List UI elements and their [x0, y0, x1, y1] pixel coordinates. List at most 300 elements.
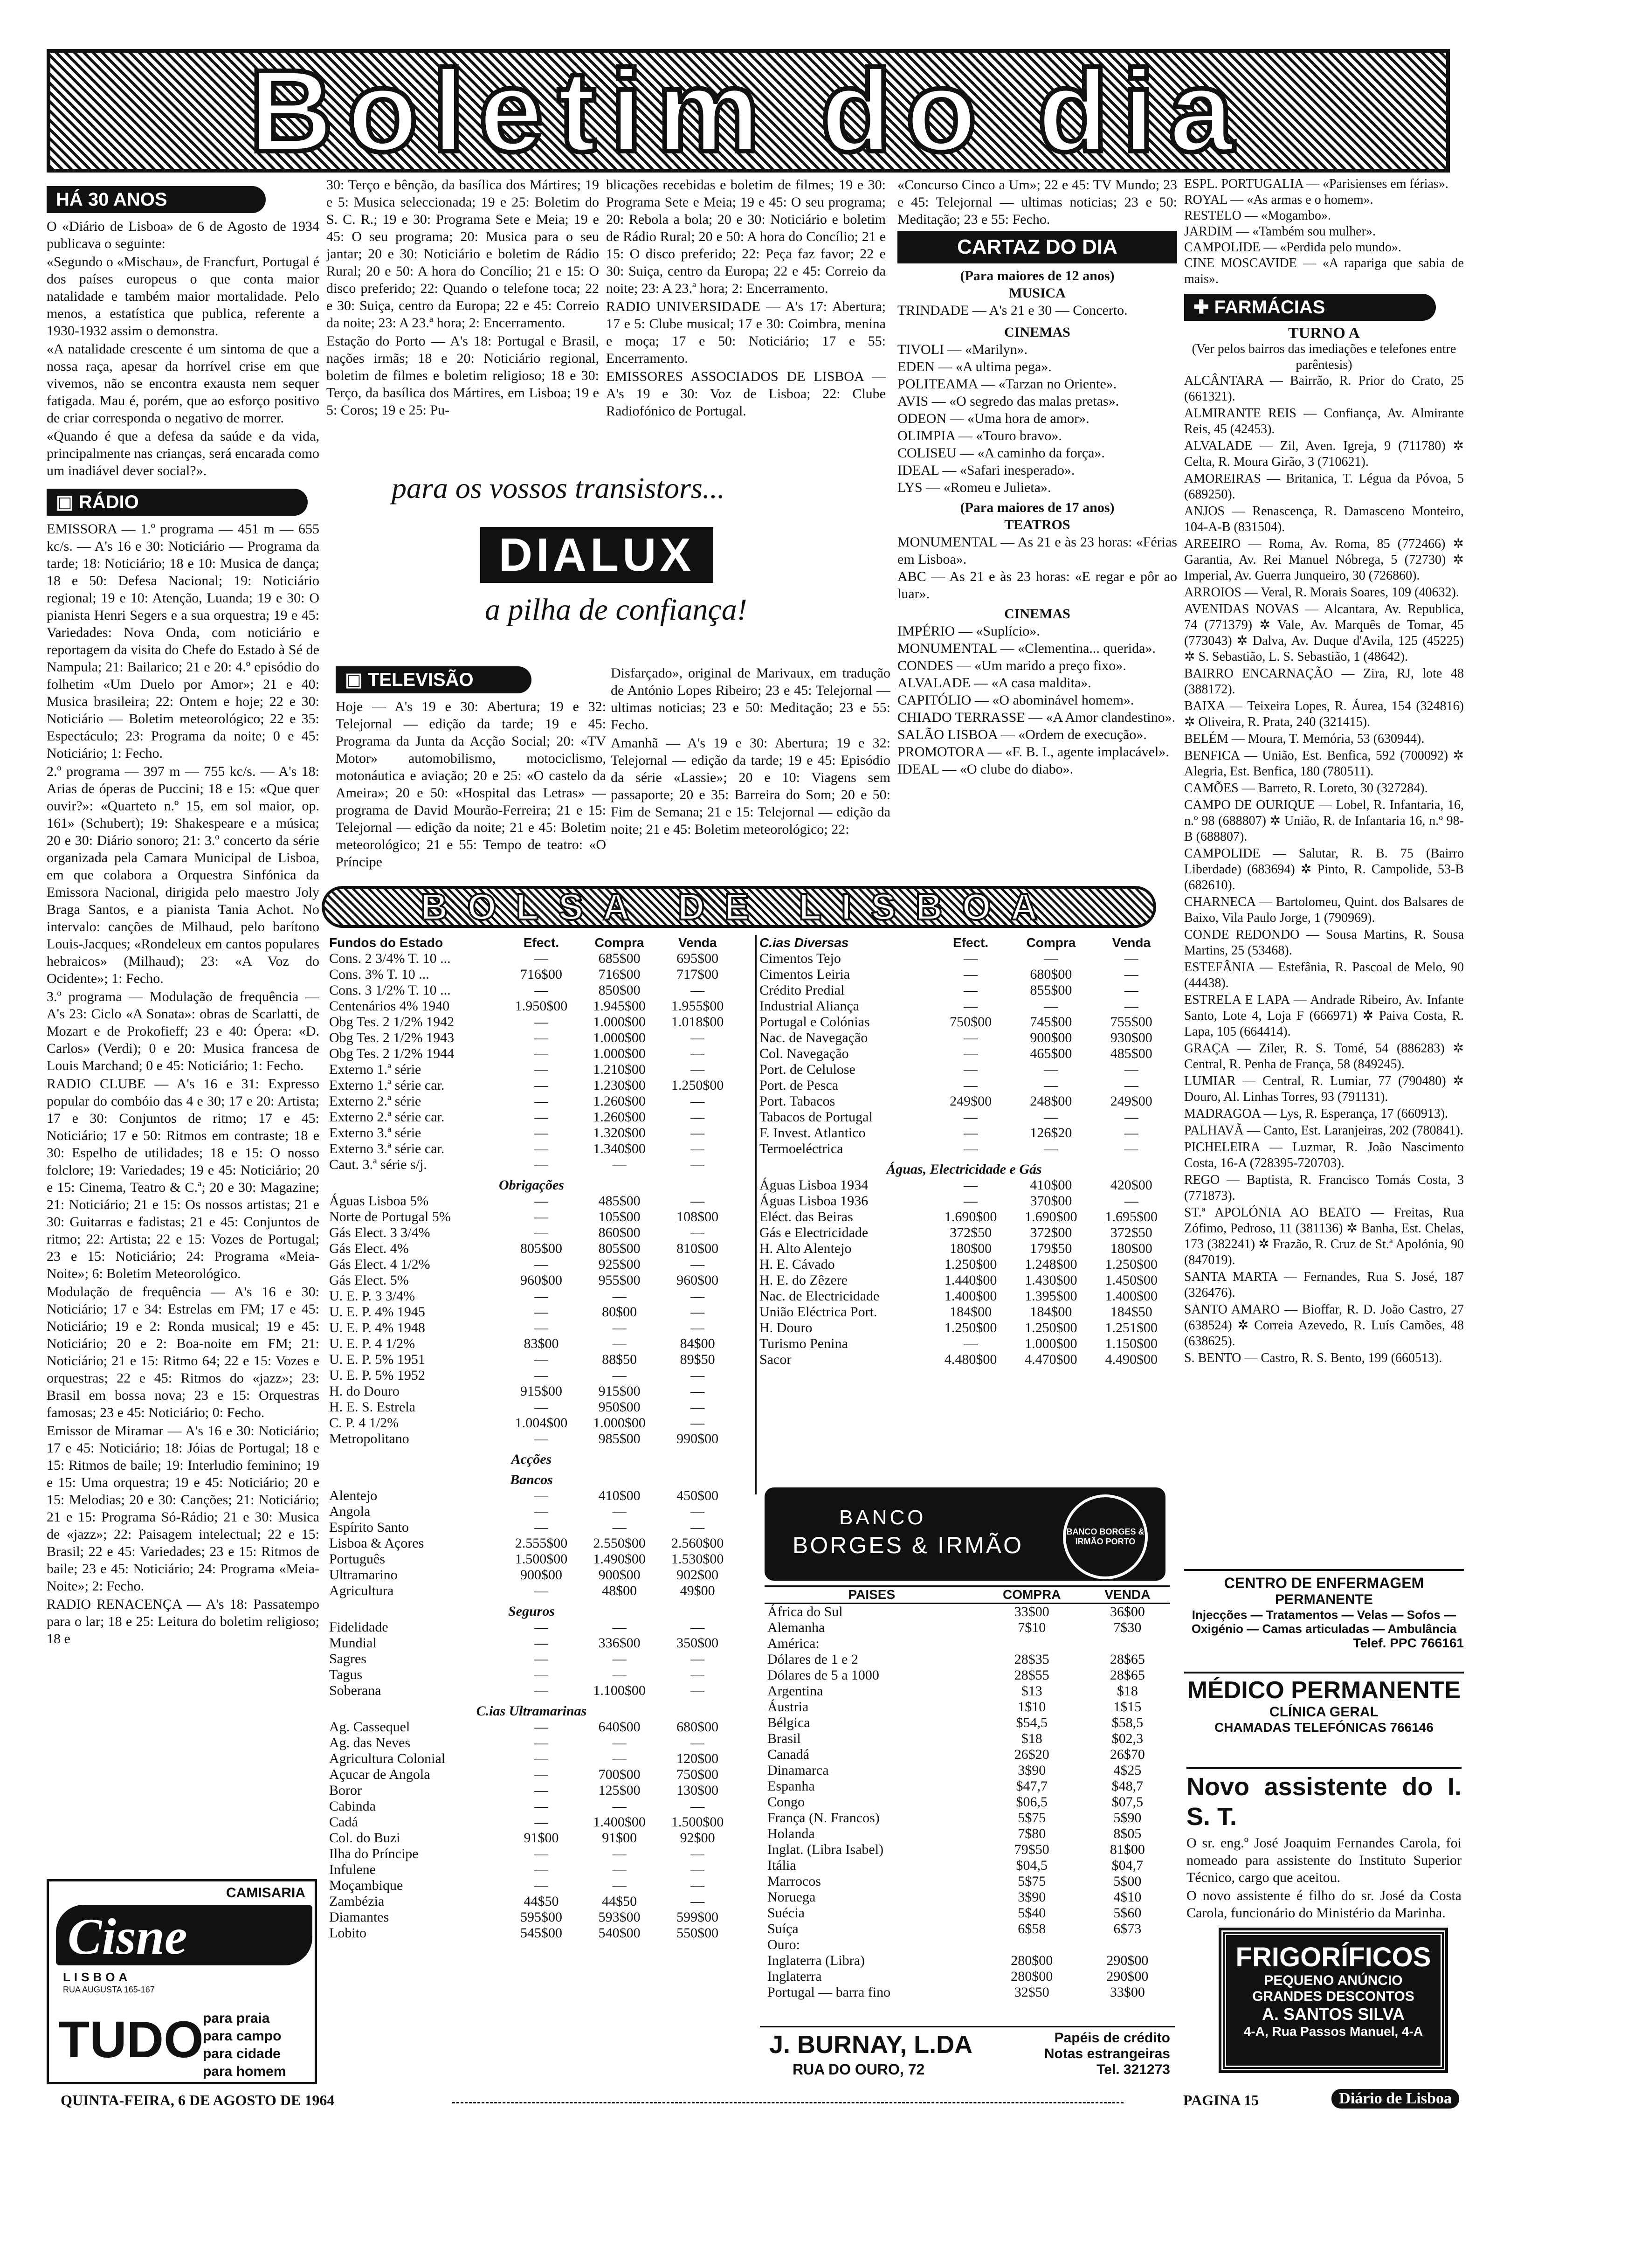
row-value: 850$00: [598, 982, 641, 998]
row-label: Dólares de 5 a 1000: [767, 1667, 879, 1683]
farmacia-item: ESTEFÂNIA — Estefânia, R. Pascoal de Melo, 90 (44438).: [1184, 960, 1464, 990]
row-value: 2.550$00: [593, 1535, 646, 1551]
row-value: —: [1044, 1141, 1058, 1156]
row-value: 960$00: [676, 1272, 719, 1288]
row-value: 33$00: [1014, 1604, 1049, 1619]
row-value: 955$00: [598, 1272, 641, 1288]
table-row: [765, 1778, 1170, 1794]
row-value: 6$58: [1018, 1921, 1046, 1936]
cisne-ad: [47, 1879, 317, 2084]
farmacia-item: ALMIRANTE REIS — Confiança, Av. Almirante Reis, 45 (42453).: [1184, 406, 1464, 436]
row-value: —: [612, 1878, 627, 1893]
table-row: [765, 1652, 1170, 1667]
table-row: [326, 1383, 737, 1399]
frigorificos-line: PEQUENO ANÚNCIO: [1264, 1973, 1403, 1988]
row-value: —: [690, 1667, 705, 1682]
table-row: [326, 1751, 737, 1767]
row-value: —: [964, 1336, 978, 1351]
cambios-table: [765, 1585, 1170, 2000]
row-value: 930$00: [1110, 1030, 1152, 1045]
row-label: U. E. P. 4% 1945: [329, 1304, 425, 1320]
row-value: 1.250$00: [944, 1320, 997, 1335]
row-label: Bélgica: [767, 1715, 810, 1730]
table-row: [326, 1925, 737, 1941]
cartaz-line: IMPÉRIO — «Suplício».: [897, 623, 1040, 639]
cartaz-section-title: TEATROS: [1004, 517, 1070, 532]
table-section-title: C.ias Ultramarinas: [476, 1703, 587, 1719]
row-value: 32$50: [1014, 1984, 1049, 2000]
masthead-title: Boletim do dia: [248, 45, 1248, 176]
row-value: —: [690, 1109, 705, 1125]
enfermagem-subtitle: PERMANENTE: [1275, 1592, 1373, 1607]
farmacia-item: ARROIOS — Veral, R. Morais Soares, 109 (40632).: [1184, 585, 1459, 600]
row-value: —: [690, 1157, 705, 1172]
cisne-tag: para homem: [203, 2064, 286, 2079]
row-label: Portugal — barra fino: [767, 1984, 891, 2000]
row-value: —: [690, 1862, 705, 1877]
radio-paragraph: RADIO RENACENÇA — A's 18: Passatempo para o lar; 18 e 25: Leitura do boletim religioso; 18 e: [47, 1597, 319, 1646]
row-value: 1.000$00: [593, 1415, 646, 1431]
radio-paragraph: Modulação de frequência — A's 16 e 30: Noticiário; 17 e 34: Estrelas em FM; 17 e 45: Noticiário; 19 e 2: Ronda musical; 19 e 45: Noticiário; 20 e 2: Boa-noite em FM; 21: Noticiário; 21 e 15: Ritmo 64; 22 e 15: Vozes e orquestras; 22 e 45: Ritmos do «jazz»; 23: Brasil em bossa nova; 23 e 15: Orquestras famosas; 23 e 45: Noticiário; 0: Fecho.: [47, 1284, 319, 1420]
row-value: —: [534, 1093, 548, 1109]
row-value: 372$00: [1030, 1225, 1072, 1240]
row-value: —: [964, 1030, 978, 1045]
table-row: [326, 1352, 737, 1368]
row-value: 105$00: [598, 1209, 641, 1224]
row-value: —: [1124, 967, 1138, 982]
dialux-script-bottom: a pilha de confiança!: [485, 593, 747, 627]
row-label: H. Alto Alentejo: [759, 1241, 852, 1256]
row-value: —: [534, 1257, 548, 1272]
table-row: [765, 1905, 1170, 1921]
row-value: 4.490$00: [1105, 1352, 1158, 1367]
row-value: —: [690, 1383, 705, 1399]
table-row: [326, 1846, 737, 1862]
row-value: 545$00: [520, 1925, 562, 1941]
cisne-brand: Cisne: [68, 1908, 187, 1965]
cambios-table-wrap: [765, 1585, 1175, 2026]
column-header: Compra: [1026, 935, 1076, 950]
row-value: —: [534, 1304, 548, 1320]
row-label: Ag. das Neves: [329, 1735, 411, 1750]
row-value: 184$50: [1110, 1304, 1152, 1320]
farmacia-item: AVENIDAS NOVAS — Alcantara, Av. Republica, 74 (771379) ✲ Vale, Av. Marquês de Tomar, 45 (773043) ✲ Dalva, Av. Duque d'Avila, 125 (45225) ✲ S. Sebastião, L. S. Sebastião, 1 (48642).: [1184, 602, 1464, 664]
row-value: —: [612, 1520, 627, 1535]
row-value: 900$00: [598, 1567, 641, 1583]
radio-paragraph: 2.º programa — 397 m — 755 kc/s. — A's 18: Arias de óperas de Puccini; 18 e 15: «Que quer ouvir?»: «Quarteto n.º 15, em sol maior, op. 161» (Schubert); 19: Shakespeare e a música; 20 e 30: Diário sonoro; 21: 3.º concerto da série organizada pela Camara Municipal de Lisboa, em que colabora a Orquestra Sinfónica da Emissora Nacional, dirigida pelo maestro Joly Braga Santos, e a pianista Tania Achot. No intervalo: canções de Milhaud, pelo barítono Louis-Jacques; «Rondeleux em cantos populares hebraicos» (Milhaud); 23: «A Voz do Ocidente»; 1: Fecho.: [47, 764, 319, 986]
row-label: Diamantes: [329, 1909, 389, 1925]
table-row: [326, 1078, 737, 1093]
cartaz-section-title: CINEMAS: [1004, 606, 1070, 622]
row-value: 1.260$00: [593, 1093, 646, 1109]
cartaz-age-12: (Para maiores de 12 anos): [960, 268, 1115, 284]
medico-ad: [1184, 1672, 1464, 1765]
table-row: [765, 1699, 1170, 1715]
row-value: 420$00: [1110, 1177, 1152, 1193]
table-section-title: Obrigações: [499, 1177, 564, 1193]
row-value: —: [1044, 998, 1058, 1014]
table-row: [326, 1288, 737, 1304]
cartaz-age-17: (Para maiores de 17 anos): [960, 500, 1115, 515]
farmacia-item: ALVALADE — Zil, Aven. Igreja, 9 (711780) ✲ Celta, R. Moura Girão, 3 (710621).: [1184, 439, 1464, 469]
farmacia-item: BENFICA — União, Est. Benfica, 592 (700092) ✲ Alegria, Est. Benfica, 180 (780511).: [1184, 748, 1464, 779]
row-value: 1.250$00: [1105, 1257, 1158, 1272]
cartaz-line: AVIS — «O segredo das malas pretas».: [897, 394, 1119, 409]
row-value: 640$00: [598, 1719, 641, 1735]
row-value: 1.450$00: [1105, 1272, 1158, 1288]
ha30-paragraph: «Quando é que a defesa da saúde e da vida, principalmente nas crianças, será encarada como um inadiável dever social?».: [47, 429, 319, 478]
cartaz-line: ODEON — «Uma hora de amor».: [897, 411, 1089, 426]
cartaz-line: IDEAL — «O clube do diabo».: [897, 761, 1074, 777]
burnay-name: J. BURNAY, L.DA: [769, 2031, 973, 2059]
cartaz-line: PROMOTORA — «F. B. I., agente implacável».: [897, 744, 1169, 760]
row-value: —: [612, 1651, 627, 1666]
row-value: —: [534, 1141, 548, 1156]
table-row: [326, 1125, 737, 1141]
row-value: 810$00: [676, 1241, 719, 1256]
row-value: 1.000$00: [593, 1014, 646, 1030]
row-label: U. E. P. 4% 1948: [329, 1320, 425, 1335]
row-value: 248$00: [1030, 1093, 1072, 1109]
cisne-camisaria: CAMISARIA: [226, 1885, 305, 1901]
row-value: 3$90: [1018, 1889, 1046, 1905]
row-label: Holanda: [767, 1826, 815, 1841]
row-label: Obg Tes. 2 1/2% 1943: [329, 1030, 455, 1045]
row-value: 8$05: [1113, 1826, 1142, 1841]
bolsa-right-table: [757, 935, 1172, 1368]
farmacias-list: [1184, 373, 1464, 1366]
row-value: —: [534, 1767, 548, 1782]
banco-name-l2: BORGES & IRMÃO: [793, 1532, 1023, 1558]
row-value: 84$00: [680, 1336, 715, 1351]
table-row: [326, 1320, 737, 1336]
tv-section-continued: [611, 664, 890, 884]
row-value: $54,5: [1016, 1715, 1048, 1730]
cisne-address: RUA AUGUSTA 165-167: [63, 1985, 155, 1994]
row-value: 4.480$00: [944, 1352, 997, 1367]
row-label: Port. Tabacos: [759, 1093, 835, 1109]
column-header: Fundos do Estado: [329, 935, 443, 950]
row-value: $04,5: [1016, 1858, 1048, 1873]
row-value: —: [690, 1225, 705, 1240]
row-value: 450$00: [676, 1488, 719, 1503]
row-value: 465$00: [1030, 1046, 1072, 1061]
row-value: —: [534, 1125, 548, 1141]
row-value: —: [534, 1862, 548, 1877]
row-value: —: [534, 1078, 548, 1093]
cartaz-line: MONUMENTAL — «Clementina... querida».: [897, 641, 1156, 656]
row-value: —: [964, 1125, 978, 1141]
row-label: Nac. de Navegação: [759, 1030, 868, 1045]
cartaz-line: SALÃO LISBOA — «Ordem de execução».: [897, 727, 1147, 742]
row-value: —: [690, 1062, 705, 1077]
row-value: —: [690, 1504, 705, 1519]
row-value: 900$00: [1030, 1030, 1072, 1045]
cartaz-line: ALVALADE — «A casa maldita».: [897, 675, 1091, 691]
row-value: —: [964, 1193, 978, 1209]
farmacias-turno: TURNO A: [1288, 325, 1360, 342]
row-value: —: [1044, 1078, 1058, 1093]
row-value: —: [612, 1619, 627, 1635]
row-label: Externo 2.ª série: [329, 1093, 421, 1109]
table-row: [326, 1783, 737, 1798]
cartaz-line: OLIMPIA — «Touro bravo».: [897, 428, 1062, 443]
row-value: 1.690$00: [944, 1209, 997, 1224]
table-row: [757, 1352, 1172, 1368]
row-value: —: [534, 1520, 548, 1535]
row-value: 1.018$00: [671, 1014, 724, 1030]
row-value: —: [534, 1488, 548, 1503]
row-label: F. Invest. Atlantico: [759, 1125, 866, 1141]
farmacia-item: CAMPOLIDE — Salutar, R. B. 75 (Bairro Liberdade) (683694) ✲ Pinto, R. Campolide, 53-B (682610).: [1184, 846, 1464, 892]
enfermagem-title: CENTRO DE ENFERMAGEM: [1224, 1575, 1424, 1591]
row-value: 950$00: [598, 1399, 641, 1415]
row-value: 1.400$00: [944, 1288, 997, 1304]
row-value: —: [534, 1635, 548, 1651]
table-row: [765, 1763, 1170, 1778]
cisne-tagline: [203, 2010, 286, 2081]
row-value: 2.560$00: [671, 1535, 724, 1551]
table-row: [757, 1093, 1172, 1109]
row-value: [979, 1937, 1085, 1953]
row-value: 595$00: [520, 1909, 562, 1925]
table-row: [326, 1683, 737, 1699]
cisne-tudo: TUDO: [58, 2011, 204, 2068]
tv-section: [336, 664, 606, 884]
row-value: $06,5: [1016, 1794, 1048, 1810]
farmacia-item: CAMPO DE OURIQUE — Lobel, R. Infantaria, 16, n.º 98 (688807) ✲ União, R. de Infantaria 16, n.º 98-B (688807).: [1184, 798, 1464, 844]
row-value: —: [964, 1062, 978, 1077]
radio-paragraph: blicações recebidas e boletim de filmes; 19 e 30: Programa Sete e Meia; 19 e 45: O seu programa; 20: Rebola a bola; 20 e 30: Noticiário e boletim de Rádio Rural; 20 e 50: A hora do Concílio; 21 e 15: O disco preferido; 22: Peça faz favor; 22 e 30: Suiça, centro da Europa; 22 e 45: Correio da noite; 23: A 23.ª hora; 2: Encerramento.: [606, 177, 886, 296]
table-row: [326, 1830, 737, 1846]
table-row: [757, 1193, 1172, 1209]
row-value: 717$00: [676, 967, 719, 982]
row-label: Norte de Portugal 5%: [329, 1209, 451, 1224]
farmacia-item: S. BENTO — Castro, R. S. Bento, 199 (660513).: [1184, 1351, 1442, 1365]
row-value: 540$00: [598, 1925, 641, 1941]
cartaz-section-title: CINEMAS: [1004, 325, 1070, 340]
table-row: [326, 1336, 737, 1352]
radio-header-label: RÁDIO: [78, 492, 139, 512]
row-label: União Eléctrica Port.: [759, 1304, 877, 1320]
row-value: 249$00: [950, 1093, 992, 1109]
banco-ad: [765, 1487, 1165, 1581]
tv-header: [336, 666, 531, 693]
row-label: U. E. P. 3 3/4%: [329, 1288, 415, 1304]
row-label: Cimentos Tejo: [759, 951, 841, 966]
row-value: 130$00: [676, 1783, 719, 1798]
table-row: [765, 1953, 1170, 1969]
row-value: 370$00: [1030, 1193, 1072, 1209]
row-label: Sacor: [759, 1352, 792, 1367]
row-value: 1.490$00: [593, 1551, 646, 1567]
row-value: 44$50: [602, 1894, 637, 1909]
row-value: 900$00: [520, 1567, 562, 1583]
row-value: 550$00: [676, 1925, 719, 1941]
row-label: África do Sul: [767, 1604, 843, 1619]
medico-subtitle: CLÍNICA GERAL: [1269, 1704, 1379, 1720]
farmacia-item: SANTO AMARO — Bioffar, R. D. João Castro, 27 (638524) ✲ Correia Azevedo, R. Luís Camões, 48 (638625).: [1184, 1302, 1464, 1348]
row-label: H. E. Cávado: [759, 1257, 835, 1272]
row-value: 5$00: [1113, 1874, 1142, 1889]
row-label: Caut. 3.ª série s/j.: [329, 1157, 427, 1172]
row-value: 1.320$00: [593, 1125, 646, 1141]
row-value: $48,7: [1111, 1778, 1144, 1794]
row-value: 985$00: [598, 1431, 641, 1446]
cartaz-line: CAMPOLIDE — «Perdida pelo mundo».: [1184, 240, 1401, 255]
enfermagem-ad: [1184, 1569, 1464, 1667]
row-label: U. E. P. 5% 1951: [329, 1352, 425, 1367]
row-label: Inglaterra (Libra): [767, 1953, 865, 1968]
row-label: H. E. do Zêzere: [759, 1272, 848, 1288]
row-value: 350$00: [676, 1635, 719, 1651]
ha30-paragraph: O «Diário de Lisboa» de 6 de Agosto de 1934 publicava o seguinte:: [47, 219, 319, 251]
tv-paragraph: Hoje — A's 19 e 30: Abertura; 19 e 32: Telejornal — edição da tarde; 19 e 45: Programa da Junta da Acção Social; 20: «TV Motor» automobilismo, motociclismo, motonáutica e aviação; 20 e 25: «O castelo da Ameira»; 20 e 50: «Hospital das Letras» — programa de David Mourão-Ferreira; 21 e 15: Telejornal — edição da noite; 21 e 45: Boletim meteorológico; 21 e 55: Tempo de teatro: «O Príncipe: [336, 699, 606, 870]
row-value: 6$73: [1113, 1921, 1142, 1936]
row-label: Gás e Electricidade: [759, 1225, 869, 1240]
table-row: [765, 1667, 1170, 1683]
row-value: 750$00: [950, 1014, 992, 1030]
row-value: 4$25: [1113, 1763, 1142, 1778]
masthead: [47, 45, 1450, 176]
row-value: 1.000$00: [1025, 1336, 1077, 1351]
cartaz-line: CONDES — «Um marido a preço fixo».: [897, 658, 1126, 673]
row-label: Ultramarino: [329, 1567, 398, 1583]
row-value: 1.955$00: [671, 998, 724, 1014]
table-section-row: [326, 1173, 737, 1193]
radio-header: [47, 489, 308, 516]
row-value: 28$35: [1014, 1652, 1049, 1667]
row-value: 1$15: [1113, 1699, 1142, 1715]
medico-title: MÉDICO PERMANENTE: [1187, 1677, 1461, 1704]
row-value: —: [612, 1504, 627, 1519]
row-value: $18: [1021, 1731, 1042, 1746]
farmacia-item: PICHELEIRA — Luzmar, R. João Nascimento Costa, 16-A (728395-720703).: [1184, 1140, 1464, 1170]
footer: [47, 2089, 1459, 2112]
row-value: —: [964, 1078, 978, 1093]
row-value: 1.100$00: [593, 1683, 646, 1698]
row-value: —: [612, 1336, 627, 1351]
row-value: —: [690, 1193, 705, 1209]
banco-name-l1: BANCO: [839, 1506, 926, 1529]
table-row: [765, 1620, 1170, 1636]
row-value: —: [1124, 1078, 1138, 1093]
farmacias-header-label: FARMÁCIAS: [1214, 297, 1325, 318]
table-row: [757, 1030, 1172, 1046]
row-value: —: [690, 1651, 705, 1666]
row-value: 91$00: [524, 1830, 559, 1846]
table-row: [765, 1937, 1170, 1953]
row-value: —: [1124, 1141, 1138, 1156]
burnay-line: Papéis de crédito: [1054, 2030, 1170, 2046]
row-value: 1.250$00: [944, 1257, 997, 1272]
row-value: 915$00: [520, 1383, 562, 1399]
row-label: Externo 1.ª série: [329, 1062, 421, 1077]
row-label: Águas Lisboa 1936: [759, 1193, 869, 1209]
row-label: Tabacos de Portugal: [759, 1109, 873, 1125]
row-label: Soberana: [329, 1683, 381, 1698]
row-value: —: [534, 951, 548, 966]
radio-paragraph: EMISSORES ASSOCIADOS DE LISBOA — A's 19 e 30: Voz de Lisboa; 22: Clube Radiofónico de Portugal.: [606, 369, 886, 419]
row-label: Lobito: [329, 1925, 366, 1941]
footer-page: PAGINA 15: [1183, 2092, 1259, 2109]
farmacia-item: LUMIAR — Central, R. Lumiar, 77 (790480) ✲ Douro, Al. Linhas Torres, 93 (791131).: [1184, 1074, 1464, 1104]
medico-phone: CHAMADAS TELEFÓNICAS 766146: [1214, 1720, 1434, 1735]
row-value: —: [1044, 1062, 1058, 1077]
row-label: América:: [767, 1636, 820, 1651]
row-value: 925$00: [598, 1257, 641, 1272]
row-value: 1$10: [1018, 1699, 1046, 1715]
row-label: Sagres: [329, 1651, 366, 1666]
row-value: 1.400$00: [1105, 1288, 1158, 1304]
row-label: Agricultura: [329, 1583, 394, 1598]
row-value: 1.000$00: [593, 1030, 646, 1045]
farmacia-item: BELÉM — Moura, T. Memória, 53 (630944).: [1184, 732, 1425, 746]
row-value: —: [1044, 1109, 1058, 1125]
row-value: 249$00: [1110, 1093, 1152, 1109]
table-row: [326, 982, 737, 998]
row-value: 7$10: [1018, 1620, 1046, 1635]
row-label: Externo 1.ª série car.: [329, 1078, 445, 1093]
farmacia-item: REGO — Baptista, R. Francisco Tomás Costa, 3 (771873).: [1184, 1173, 1464, 1203]
farmacia-item: CHARNECA — Bartolomeu, Quint. dos Balsares de Baixo, Vila Paulo Jorge, 1 (790969).: [1184, 895, 1464, 925]
row-value: 685$00: [598, 951, 641, 966]
frigorificos-line: A. SANTOS SILVA: [1262, 2005, 1405, 2024]
banco-seal: [1063, 1494, 1148, 1579]
dialux-ad: [373, 466, 839, 643]
row-value: —: [690, 1257, 705, 1272]
row-value: 1.248$00: [1025, 1257, 1077, 1272]
burnay-ad: [760, 2026, 1175, 2079]
row-value: —: [534, 1846, 548, 1861]
table-row: [757, 1209, 1172, 1225]
row-label: Suíça: [767, 1921, 799, 1936]
row-value: 902$00: [676, 1567, 719, 1583]
row-value: —: [690, 1735, 705, 1750]
table-row: [326, 1272, 737, 1288]
row-value: 36$00: [1110, 1604, 1145, 1619]
divider: [1184, 1672, 1464, 1673]
row-value: 990$00: [676, 1431, 719, 1446]
row-value: 1.400$00: [593, 1814, 646, 1830]
row-value: $07,5: [1111, 1794, 1144, 1810]
row-value: —: [1124, 998, 1138, 1014]
column-header: VENDA: [1104, 1587, 1151, 1602]
row-value: —: [612, 1846, 627, 1861]
row-value: $18: [1117, 1683, 1138, 1699]
bolsa-left-table: [326, 935, 737, 1941]
row-label: Turismo Penina: [759, 1336, 848, 1351]
cartaz-line: POLITEAMA — «Tarzan no Oriente».: [897, 376, 1117, 392]
row-label: H. Douro: [759, 1320, 813, 1335]
cartaz-line: TRINDADE — A's 21 e 30 — Concerto.: [897, 303, 1128, 318]
row-value: —: [964, 1141, 978, 1156]
row-value: 126$20: [1030, 1125, 1072, 1141]
row-label: Gás Elect. 4 1/2%: [329, 1257, 430, 1272]
table-row: [765, 1636, 1170, 1652]
row-value: 1.500$00: [671, 1814, 724, 1830]
row-value: 26$70: [1110, 1747, 1145, 1762]
farmacia-item: PALHAVÃ — Canto, Est. Laranjeiras, 202 (780841).: [1184, 1123, 1463, 1138]
table-row: [757, 1141, 1172, 1157]
row-label: Congo: [767, 1794, 805, 1810]
row-label: U. E. P. 4 1/2%: [329, 1336, 415, 1351]
banco-seal-text: BANCO BORGES & IRMÃO PORTO: [1066, 1527, 1145, 1546]
table-row: [757, 1078, 1172, 1093]
table-row: [326, 1735, 737, 1751]
row-label: Brasil: [767, 1731, 801, 1746]
table-section-title: Bancos: [510, 1472, 553, 1487]
